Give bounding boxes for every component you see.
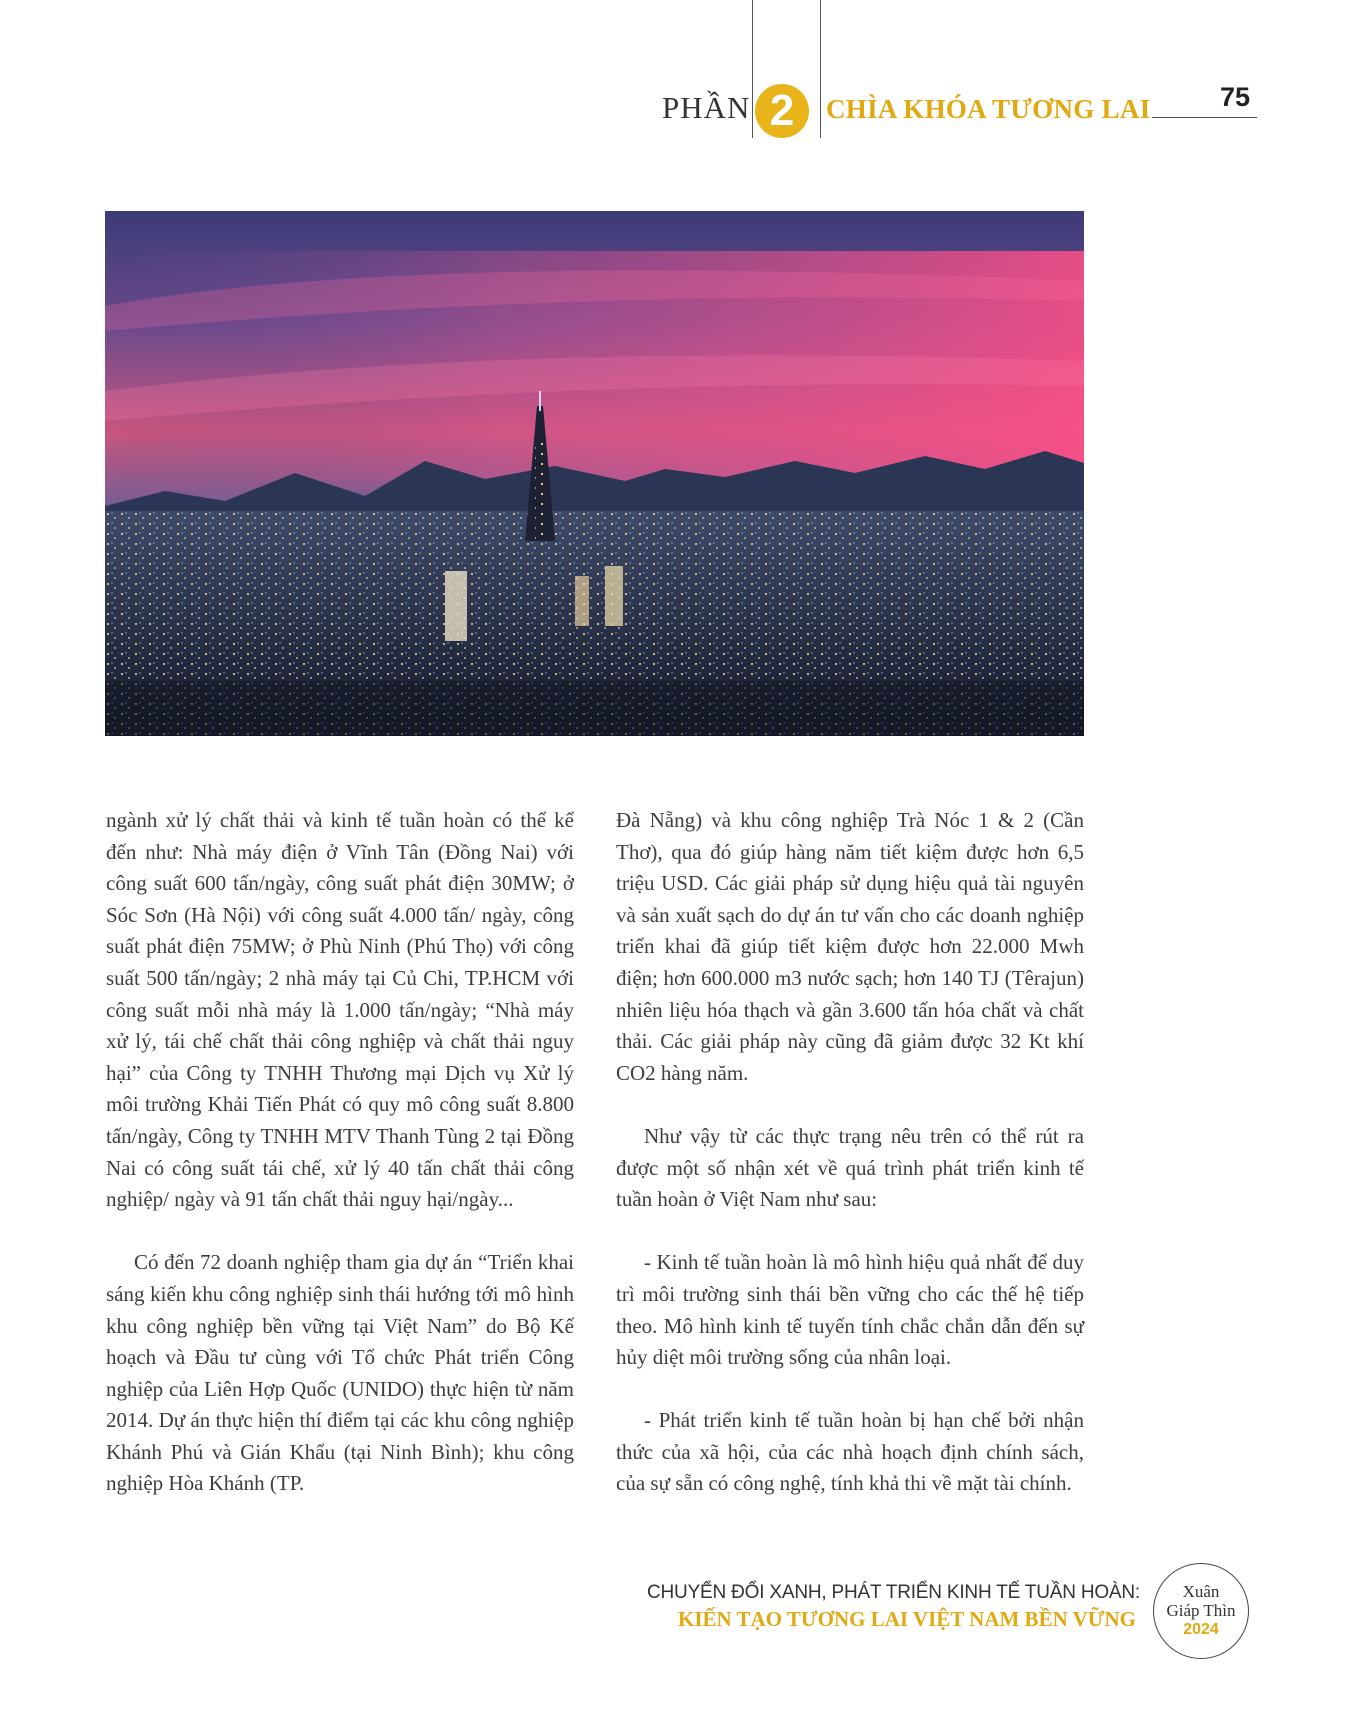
part-number-badge: 2 xyxy=(755,84,809,138)
paragraph: ngành xử lý chất thải và kinh tế tuần hoàn có thể kể đến như: Nhà máy điện ở Vĩnh Tân (Đồng Nai) với công suất 600 tấn/ngày, công suất phát điện 30MW; ở Sóc Sơn (Hà Nội) với công suất 4.000 tấn/ ngày, công suất phát điện 75MW; ở Phù Ninh (Phú Thọ) với công suất 500 tấn/ngày; 2 nhà máy tại Củ Chi, TP.HCM với công suất mỗi nhà máy là 1.000 tấn/ngày; “Nhà máy xử lý, tái chế chất thải công nghiệp và chất thải nguy hại” của Công ty TNHH Thương mại Dịch vụ Xử lý môi trường Khải Tiến Phát có quy mô công suất 8.800 tấn/ngày, Công ty TNHH MTV Thanh Tùng 2 tại Đồng Nai có công suất tái chế, xử lý 40 tấn chất thải công nghiệp/ ngày và 91 tấn chất thải nguy hại/ngày... xyxy=(106,808,574,1212)
text-column-left xyxy=(106,805,574,1532)
paragraph: Đà Nẵng) và khu công nghiệp Trà Nóc 1 & 2 (Cần Thơ), qua đó giúp hàng năm tiết kiệm được hơn 6,5 triệu USD. Các giải pháp sử dụng hiệu quả tài nguyên và sản xuất sạch do dự án tư vấn cho các doanh nghiệp triển khai đã giúp tiết kiệm được hơn 22.000 Mwh điện; hơn 600.000 m3 nước sạch; hơn 140 TJ (Têrajun) nhiên liệu hóa thạch và gần 3.600 tấn hóa chất và chất thải. Các giải pháp này cũng đã giảm được 32 Kt khí CO2 hàng năm. xyxy=(616,808,1084,1085)
header-divider-right xyxy=(820,0,821,138)
city-skyline-at-dusk-photo xyxy=(105,211,1084,736)
text-column-right xyxy=(616,805,1084,1532)
badge-line2: Giáp Thìn xyxy=(1166,1601,1236,1620)
header-divider-left xyxy=(752,0,753,138)
section-title: CHÌA KHÓA TƯƠNG LAI xyxy=(826,94,1151,124)
footer-title-line2: KIẾN TẠO TƯƠNG LAI VIỆT NAM BỀN VỮNG xyxy=(677,1607,1136,1631)
page-number: 75 xyxy=(1220,82,1251,112)
paragraph: Có đến 72 doanh nghiệp tham gia dự án “Triển khai sáng kiến khu công nghiệp sinh thái hướng tới mô hình khu công nghiệp bền vững tại Việt Nam” do Bộ Kế hoạch và Đầu tư cùng với Tổ chức Phát triển Công nghiệp của Liên Hợp Quốc (UNIDO) thực hiện từ năm 2014. Dự án thực hiện thí điểm tại các khu công nghiệp Khánh Phú và Gián Khẩu (tại Ninh Bình); khu công nghiệp Hòa Khánh (TP. xyxy=(106,1250,574,1496)
page-number-rule xyxy=(1152,117,1257,118)
part-label: PHẦN xyxy=(662,90,751,125)
badge-year: 2024 xyxy=(1183,1621,1219,1638)
edition-badge xyxy=(1153,1563,1249,1659)
paragraph: - Kinh tế tuần hoàn là mô hình hiệu quả nhất để duy trì môi trường sinh thái bền vững cho các thế hệ tiếp theo. Mô hình kinh tế tuyến tính chắc chắn dẫn đến sự hủy diệt môi trường sống của nhân loại. xyxy=(616,1250,1084,1370)
badge-line1: Xuân xyxy=(1182,1582,1220,1601)
paragraph: - Phát triển kinh tế tuần hoàn bị hạn chế bởi nhận thức của xã hội, của các nhà hoạch định chính sách, của sự sẵn có công nghệ, tính khả thi về mặt tài chính. xyxy=(616,1408,1084,1496)
paragraph: Như vậy từ các thực trạng nêu trên có thể rút ra được một số nhận xét về quá trình phát triển kinh tế tuần hoàn ở Việt Nam như sau: xyxy=(616,1123,1084,1212)
footer-title-line1: CHUYỂN ĐỔI XANH, PHÁT TRIỂN KINH TẾ TUẦN HOÀN: xyxy=(647,1582,1140,1603)
